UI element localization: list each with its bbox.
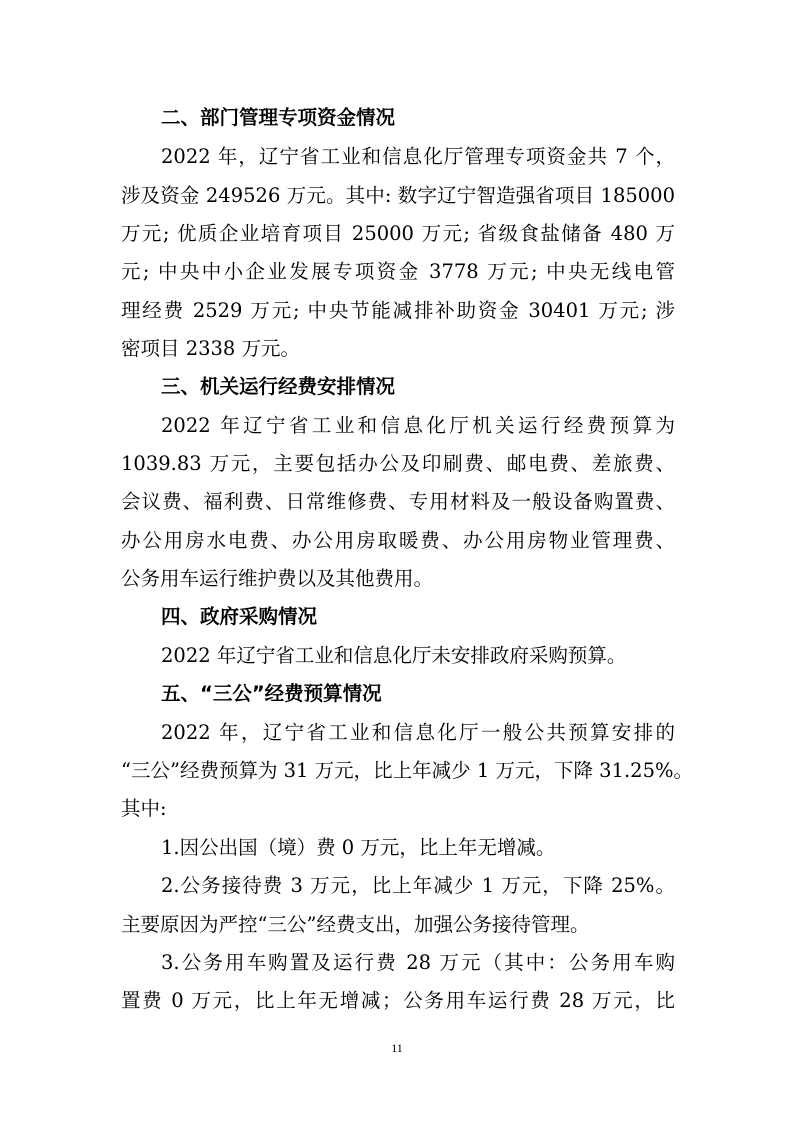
paragraph-line: 主要原因为严控“三公”经费支出，加强公务接待管理。: [121, 913, 590, 936]
paragraph-line: 2022 年，辽宁省工业和信息化厅一般公共预算安排的: [161, 721, 675, 744]
paragraph-line: 2022 年，辽宁省工业和信息化厅管理专项资金共 7 个，: [161, 145, 675, 168]
paragraph-line: 万元; 优质企业培育项目 25000 万元; 省级食盐储备 480 万: [121, 222, 675, 245]
paragraph-line: 3.公务用车购置及运行费 28 万元（其中：公务用车购: [161, 951, 675, 974]
paragraph-line: 密项目 2338 万元。: [121, 337, 301, 360]
section-heading-4: 四、政府采购情况: [161, 605, 318, 628]
paragraph-line: 理经费 2529 万元; 中央节能减排补助资金 30401 万元; 涉: [121, 299, 675, 322]
page-number: 11: [391, 1041, 403, 1055]
paragraph-line: “三公”经费预算为 31 万元，比上年减少 1 万元，下降 31.25%。: [121, 759, 694, 782]
section-heading-2: 二、部门管理专项资金情况: [161, 106, 396, 129]
paragraph-line: 元; 中央中小企业发展专项资金 3778 万元; 中央无线电管: [121, 260, 675, 283]
paragraph-line: 会议费、福利费、日常维修费、专用材料及一般设备购置费、: [121, 490, 675, 513]
paragraph-line: 1.因公出国（境）费 0 万元，比上年无增减。: [161, 836, 556, 859]
paragraph-line: 2022 年辽宁省工业和信息化厅机关运行经费预算为: [161, 414, 675, 437]
paragraph-line: 公务用车运行维护费以及其他费用。: [121, 567, 434, 590]
paragraph-line: 置费 0 万元，比上年无增减；公务用车运行费 28 万元，比: [121, 989, 675, 1012]
paragraph-line: 涉及资金 249526 万元。其中: 数字辽宁智造强省项目 185000: [121, 184, 675, 207]
section-heading-3: 三、机关运行经费安排情况: [161, 375, 396, 398]
paragraph-line: 2.公务接待费 3 万元，比上年减少 1 万元，下降 25%。: [161, 874, 675, 897]
paragraph-line: 2022 年辽宁省工业和信息化厅未安排政府采购预算。: [161, 644, 627, 667]
paragraph-line: 1039.83 万元，主要包括办公及印刷费、邮电费、差旅费、: [121, 452, 675, 475]
section-heading-5: 五、“三公”经费预算情况: [161, 682, 382, 705]
paragraph-line: 其中:: [121, 797, 167, 820]
paragraph-line: 办公用房水电费、办公用房取暖费、办公用房物业管理费、: [121, 529, 675, 552]
